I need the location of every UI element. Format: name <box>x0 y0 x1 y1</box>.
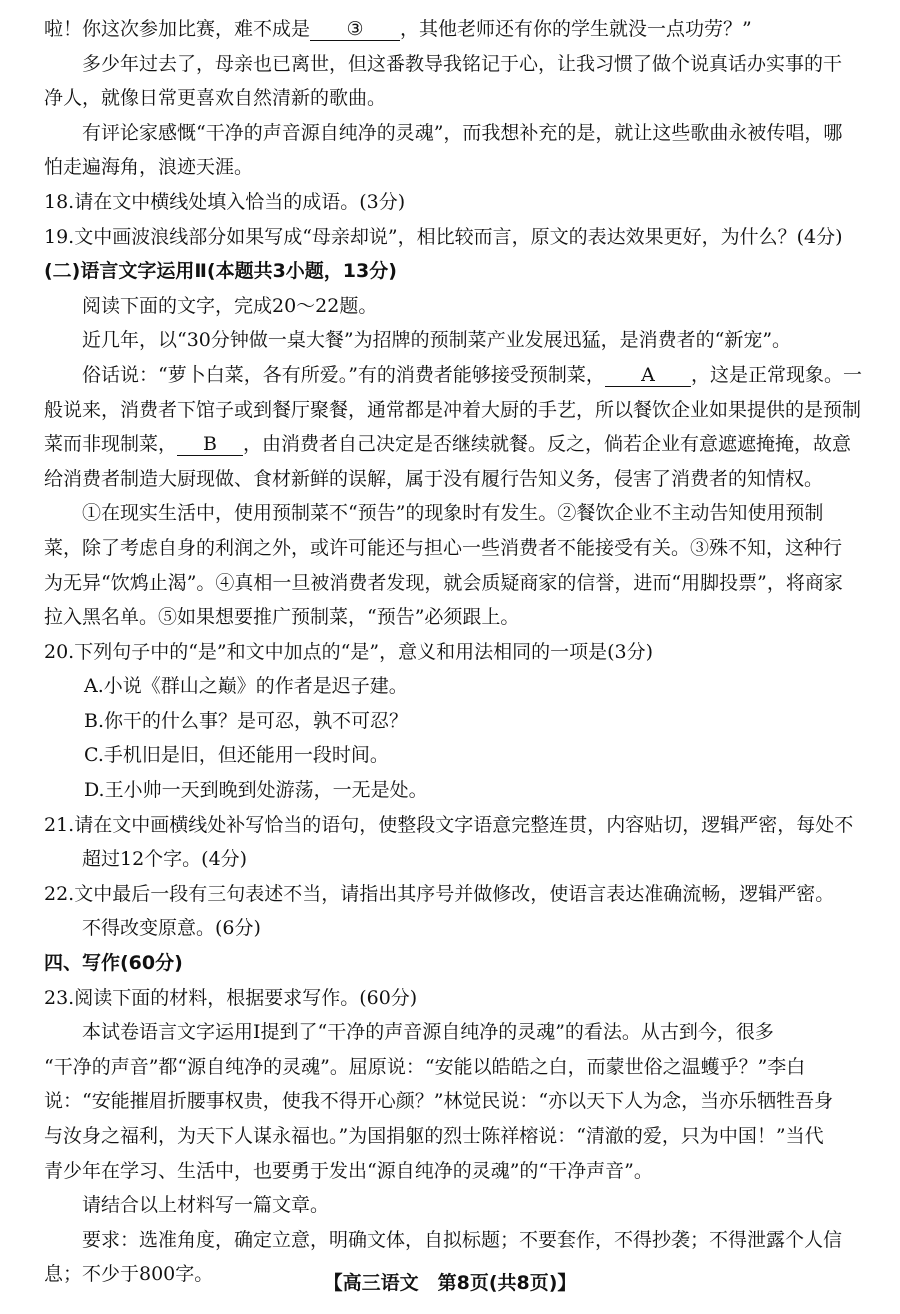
section-2-paragraph-2-line-2: 般说来，消费者下馆子或到餐厅聚餐，通常都是冲着大厨的手艺，所以餐饮企业如果提供的是预制 <box>44 398 862 421</box>
section-2-paragraph-3-line-3: 为无异“饮鸩止渴”。④真相一旦被消费者发现，就会质疑商家的信誉，进而“用脚投票”，将商家 <box>44 571 843 594</box>
blank-a: A <box>605 364 691 387</box>
question-21-line-1: 21.请在文中画横线处补写恰当的语句，使整段文字语意完整连贯，内容贴切，逻辑严密，每处不 <box>44 813 854 836</box>
question-23-material-line-3: 说：“安能摧眉折腰事权贵，使我不得开心颜？”林觉民说：“亦以天下人为念，当亦乐牺牲吾身 <box>44 1090 834 1113</box>
question-23-requirements-line-2: 息；不少于800字。 <box>44 1263 214 1286</box>
question-20-option-c: C.手机旧是旧，但还能用一段时间。 <box>84 744 389 767</box>
section-2-paragraph-2-line-4: 给消费者制造大厨现做、食材新鲜的误解，属于没有履行告知义务，侵害了消费者的知情权。 <box>44 467 824 490</box>
question-20-option-a: A.小说《群山之巅》的作者是迟子建。 <box>84 675 408 698</box>
question-23-material-line-4: 与汝身之福利，为天下人谋永福也。”为国捐躯的烈士陈祥榕说：“清澈的爱，只为中国！”当代 <box>44 1125 824 1147</box>
question-23-requirements-line-1: 要求：选准角度，确定立意，明确文体，自拟标题；不要套作，不得抄袭；不得泄露个人信 <box>82 1228 843 1251</box>
question-23-task: 请结合以上材料写一篇文章。 <box>82 1194 330 1217</box>
question-22-line-1: 22.文中最后一段有三句表述不当，请指出其序号并做修改，使语言表达准确流畅，逻辑严密。 <box>44 882 835 905</box>
page-footer: 【高三语文 第8页(共8页)】 <box>323 1272 577 1294</box>
passage-line-4: 有评论家感慨“干净的声音源自纯净的灵魂”，而我想补充的是，就让这些歌曲永被传唱，哪 <box>82 121 843 144</box>
section-2-paragraph-3-line-4: 拉入黑名单。⑤如果想要推广预制菜，“预告”必须跟上。 <box>44 606 520 629</box>
question-23-stem: 23.阅读下面的材料，根据要求写作。(60分) <box>44 986 418 1009</box>
question-20-option-b: B.你干的什么事？是可忍，孰不可忍？ <box>84 709 409 732</box>
section-2-paragraph-2-line-3: 菜而非现制菜， B ，由消费者自己决定是否继续就餐。反之，倘若企业有意遮遮掩掩，故意 <box>44 433 852 456</box>
question-20-stem: 20.下列句子中的“是”和文中加点的“是”，意义和用法相同的一项是(3分) <box>44 640 653 663</box>
question-23-material-line-2: “干净的声音”都“源自纯净的灵魂”。屈原说：“安能以皓皓之白，而蒙世俗之温蠖乎？”李白 <box>44 1055 806 1078</box>
section-2-instruction: 阅读下面的文字，完成20～22题。 <box>82 294 378 317</box>
passage-line-5: 怕走遍海角，浪迹天涯。 <box>44 156 254 179</box>
blank-3: ③ <box>310 18 400 41</box>
blank-b: B <box>177 433 243 456</box>
question-23-material-line-5: 青少年在学习、生活中，也要勇于发出“源自纯净的灵魂”的“干净声音”。 <box>44 1159 653 1182</box>
question-20-option-d: D.王小帅一天到晚到处游荡，一无是处。 <box>84 779 428 802</box>
question-22-line-2: 不得改变原意。(6分) <box>82 917 261 940</box>
question-21-line-2: 超过12个字。(4分) <box>82 848 248 871</box>
passage-line-1: 啦！你这次参加比赛，难不成是 ③ ，其他老师还有你的学生就没一点功劳？” <box>44 18 752 40</box>
question-18: 18.请在文中横线处填入恰当的成语。(3分) <box>44 190 406 213</box>
section-2-paragraph-3-line-2: 菜，除了考虑自身的利润之外，或许可能还与担心一些消费者不能接受有关。③殊不知，这种行 <box>44 536 843 559</box>
section-2-paragraph-2-line-1: 俗话说：“萝卜白菜，各有所爱。”有的消费者能够接受预制菜， A ，这是正常现象。一 <box>82 363 862 386</box>
question-23-material-line-1: 本试卷语言文字运用Ⅰ提到了“干净的声音源自纯净的灵魂”的看法。从古到今，很多 <box>82 1021 774 1044</box>
passage-line-3: 净人，就像日常更喜欢自然清新的歌曲。 <box>44 87 387 110</box>
question-19: 19.文中画波浪线部分如果写成“母亲却说”，相比较而言，原文的表达效果更好，为什么？(4分) <box>44 225 843 248</box>
passage-line-2: 多少年过去了，母亲也已离世，但这番教导我铭记于心，让我习惯了做个说真话办实事的干 <box>82 52 843 75</box>
section-2-paragraph-1: 近几年，以“30分钟做一桌大餐”为招牌的预制菜产业发展迅猛，是消费者的“新宠”。 <box>82 329 792 352</box>
section-2-paragraph-3-line-1: ①在现实生活中，使用预制菜不“预告”的现象时有发生。②餐饮企业不主动告知使用预制 <box>82 502 824 525</box>
section-2-heading: (二)语言文字运用Ⅱ(本题共3小题，13分) <box>44 260 397 283</box>
section-4-heading: 四、写作(60分) <box>44 952 183 975</box>
